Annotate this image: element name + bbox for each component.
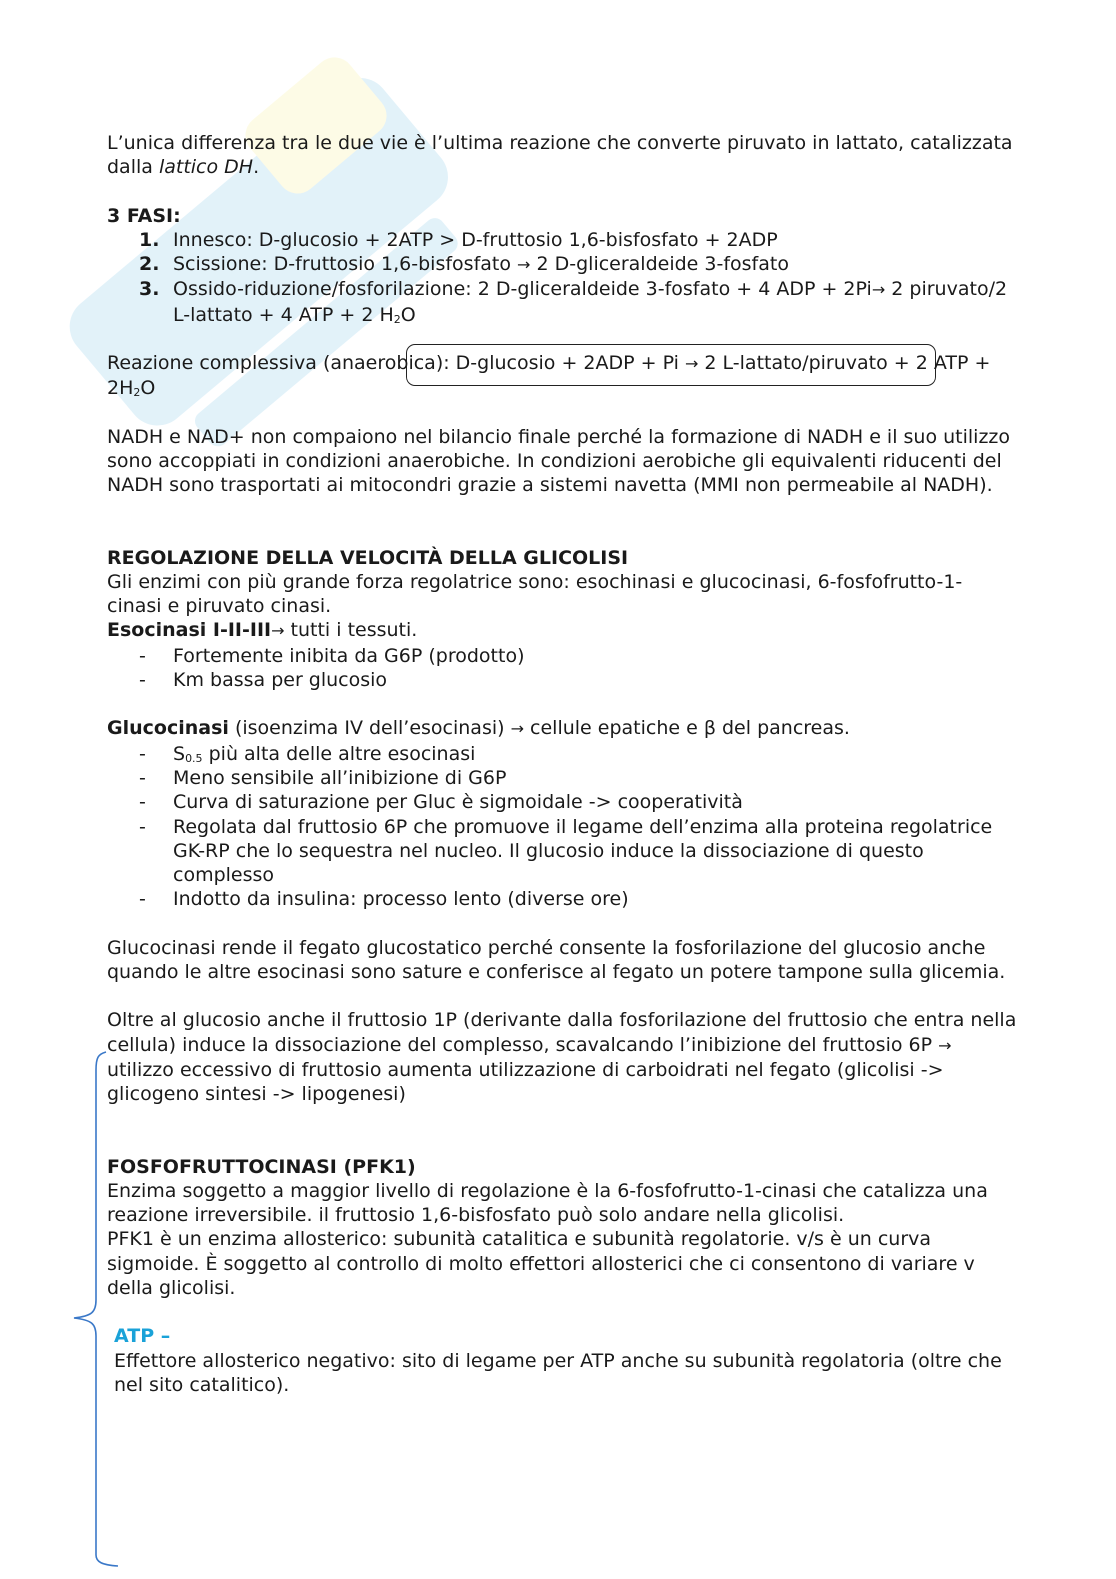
pfk-paragraph-2: PFK1 è un enzima allosterico: subunità catalitica e subunità regolatorie. v/s è un curva sigmoide. È soggetto al controllo di molto effettori allosterici che ci consentono di variare v della glicolisi. (107, 1228, 975, 1299)
enzyme-name: lattico DH (158, 156, 254, 179)
fasi-list (107, 228, 1017, 327)
list-item: - Meno sensibile all’inibizione di G6P (107, 766, 1017, 790)
list-item: - Regolata dal fruttosio 6P che promuove il legame dell’enzima alla proteina regolatrice GK-RP che lo sequestra nel nucleo. Il glucosio induce la dissociazione di questo complesso (107, 815, 1017, 888)
glucocinasi-list (107, 742, 1017, 912)
pfk-heading: FOSFOFRUTTOCINASI (PFK1) (107, 1155, 416, 1178)
arrow-icon: → (510, 719, 524, 739)
list-item: 2. Scissione: D-fruttosio 1,6-bisfosfato → 2 D-gliceraldeide 3-fosfato (139, 253, 789, 276)
list-item: - $S_{0.5}$ più alta delle altre esocinasi (107, 742, 1017, 766)
arrow-icon: → (938, 1035, 952, 1055)
regolazione-text: Gli enzimi con più grande forza regolatrice sono: esochinasi e glucocinasi, 6-fosfofrutto-1- cinasi e piruvato cinasi. (107, 570, 963, 618)
list-item: - Curva di saturazione per Gluc è sigmoidale -> cooperatività (107, 790, 1017, 814)
arrow-icon: → (271, 621, 285, 641)
reazione-complessiva: Reazione complessiva (anaerobica): D-glucosio + 2ADP + Pi → 2 L-lattato/piruvato + 2 ATP + $2H_2O$ (107, 352, 991, 400)
arrow-icon: → (871, 280, 886, 300)
list-item: - Fortemente inibita da G6P (prodotto) (107, 644, 1017, 668)
nadh-paragraph: NADH e NAD+ non compaiono nel bilancio finale perché la formazione di NADH e il suo utilizzo sono accoppiati in condizioni anaerobiche. In condizioni aerobiche gli equivalenti riducenti del NADH sono trasportati ai mitocondri grazie a sistemi navetta (MMI non permeabile al NADH). (107, 425, 1011, 497)
esocinasi-list (107, 644, 1017, 693)
document-content (107, 131, 1017, 1397)
arrow-icon: → (684, 354, 699, 374)
list-item: - Indotto da insulina: processo lento (diverse ore) (107, 887, 1017, 911)
glucostatico-paragraph: Glucocinasi rende il fegato glucostatico perché consente la fosforilazione del glucosio anche quando le altre esocinasi sono sature e conferisce al fegato un potere tampone sulla glicemia. (107, 936, 1006, 984)
atp-paragraph: Effettore allosterico negativo: sito di legame per ATP anche su subunità regolatoria (oltre che nel sito catalitico). (114, 1349, 1002, 1396)
pfk-paragraph-1: Enzima soggetto a maggior livello di regolazione è la 6-fosfofrutto-1-cinasi che catalizza una reazione irreversibile. il fruttosio 1,6-bisfosfato può solo andare nella glicolisi. (107, 1179, 988, 1227)
esocinasi-line: Esocinasi I-II-III→ tutti i tessuti. (107, 619, 418, 642)
arrow-icon: → (517, 255, 531, 275)
atp-heading: ATP – (114, 1325, 171, 1348)
fruttosio-paragraph: Oltre al glucosio anche il fruttosio 1P (derivante dalla fosforilazione del fruttosio che entra nella cellula) induce la dissociazione del complesso, scavalcando l’inibizione del fruttosio 6P → utilizzo eccessivo di fruttosio aumenta utilizzazione di carboidrati nel fegato (glicolisi -> glicogeno sintesi -> lipogenesi) (107, 1009, 1017, 1106)
regolazione-heading: REGOLAZIONE DELLA VELOCITÀ DELLA GLICOLISI (107, 546, 629, 569)
glucocinasi-line: Glucocinasi (isoenzima IV dell’esocinasi) → cellule epatiche e β del pancreas. (107, 717, 850, 740)
intro-paragraph: L’unica differenza tra le due vie è l’ultima reazione che converte piruvato in lattato, catalizzata dalla lattico DH. (107, 132, 1013, 179)
list-item: - Km bassa per glucosio (107, 668, 1017, 692)
fasi-heading: 3 FASI: (107, 204, 181, 227)
list-item: 1. Innesco: D-glucosio + 2ATP > D-fruttosio 1,6-bisfosfato + 2ADP (139, 228, 778, 251)
list-item: 3. Ossido-riduzione/fosforilazione: 2 D-gliceraldeide 3-fosfato + 4 ADP + 2Pi→ 2 piruvato/2 L-lattato + 4 ATP + 2 $H_2O$ (139, 278, 1008, 326)
